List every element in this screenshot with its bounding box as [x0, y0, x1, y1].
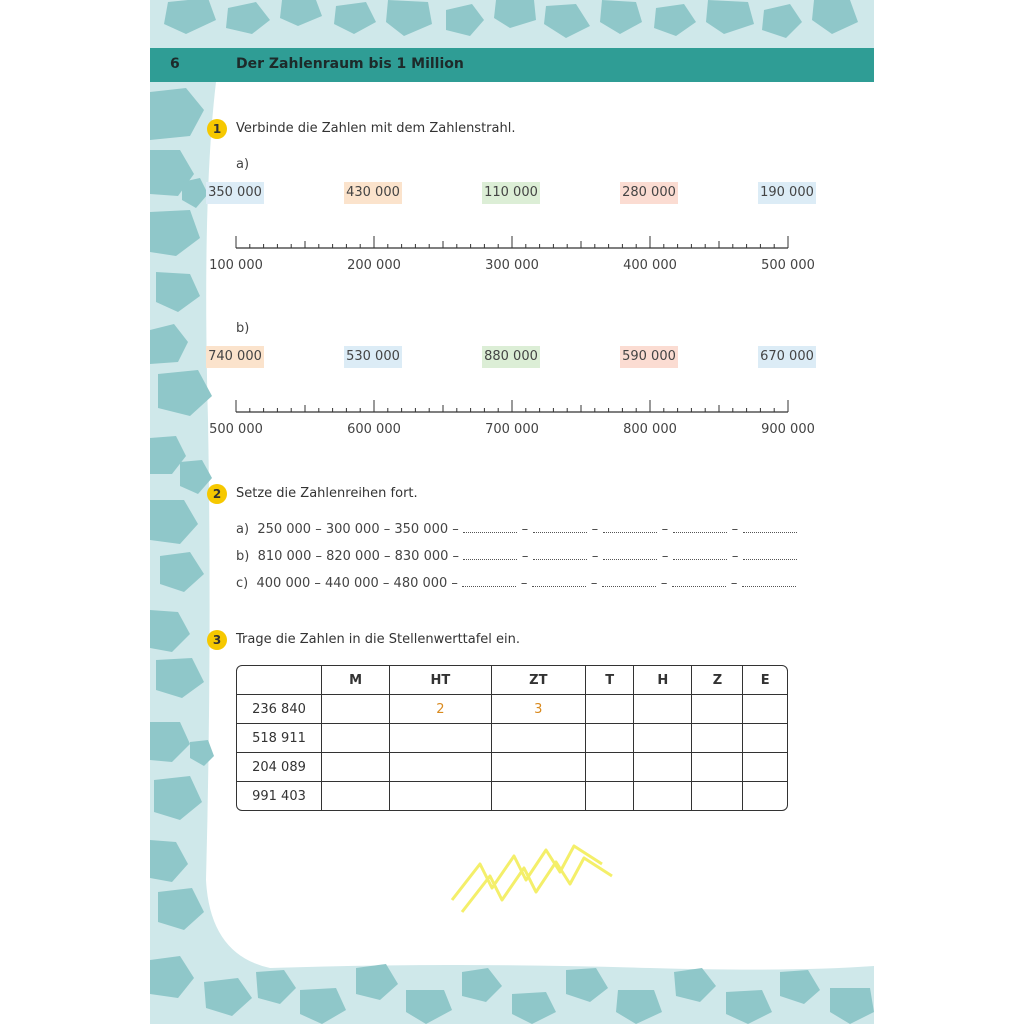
table-cell[interactable] — [390, 753, 491, 782]
table-cell[interactable] — [586, 782, 634, 810]
answer-blank[interactable] — [533, 549, 587, 560]
table-cell[interactable] — [390, 782, 491, 810]
table-cell[interactable] — [586, 724, 634, 753]
axis-label: 300 000 — [485, 258, 539, 273]
answer-blank[interactable] — [463, 522, 517, 533]
answer-blank[interactable] — [462, 576, 516, 587]
table-cell[interactable] — [492, 782, 586, 810]
axis-label: 200 000 — [347, 258, 401, 273]
table-row — [237, 724, 787, 753]
table-cell[interactable] — [634, 753, 692, 782]
table-cell[interactable] — [492, 753, 586, 782]
task-1b-label: b) — [236, 321, 250, 336]
table-corner-cell — [237, 666, 322, 695]
sequence-label: c) — [236, 576, 249, 591]
sequence-label: a) — [236, 522, 250, 537]
number-line-a — [230, 232, 796, 252]
task-3-instruction: Trage die Zahlen in die Stellenwerttafel ein. — [236, 632, 521, 647]
task-2-instruction: Setze die Zahlenreihen fort. — [236, 486, 418, 501]
sequence-label: b) — [236, 549, 250, 564]
number-chip[interactable]: 590 000 — [620, 346, 678, 368]
column-header: E — [743, 666, 787, 695]
number-chip[interactable]: 110 000 — [482, 182, 540, 204]
sequence-row-c: c) 400 000 – 440 000 – 480 000 – – – – – — [236, 576, 796, 591]
axis-label: 500 000 — [209, 422, 263, 437]
table-cell[interactable] — [743, 695, 787, 724]
sequence-row-b: b) 810 000 – 820 000 – 830 000 – – – – – — [236, 549, 797, 564]
table-row — [237, 753, 787, 782]
answer-blank[interactable] — [742, 576, 796, 587]
column-header: Z — [692, 666, 743, 695]
answer-blank[interactable] — [673, 549, 727, 560]
table-cell[interactable] — [743, 724, 787, 753]
row-number: 518 911 — [237, 724, 322, 753]
table-cell[interactable] — [322, 753, 390, 782]
task-3-badge: 3 — [207, 630, 227, 650]
row-number: 991 403 — [237, 782, 322, 810]
answer-blank[interactable] — [463, 549, 517, 560]
column-header: T — [586, 666, 634, 695]
number-chip[interactable]: 350 000 — [206, 182, 264, 204]
worksheet-page — [150, 0, 874, 1024]
table-cell[interactable]: 3 — [492, 695, 586, 724]
page-number: 6 — [170, 56, 180, 72]
axis-label: 600 000 — [347, 422, 401, 437]
column-header: HT — [390, 666, 491, 695]
sequence-start: 400 000 – 440 000 – 480 000 – — [256, 576, 458, 591]
page-header — [150, 48, 874, 82]
table-cell[interactable] — [390, 724, 491, 753]
table-cell[interactable] — [586, 695, 634, 724]
number-chip[interactable]: 880 000 — [482, 346, 540, 368]
task-1a-label: a) — [236, 157, 250, 172]
answer-blank[interactable] — [673, 522, 727, 533]
sequence-start: 250 000 – 300 000 – 350 000 – — [257, 522, 459, 537]
axis-label: 400 000 — [623, 258, 677, 273]
row-number: 204 089 — [237, 753, 322, 782]
table-cell[interactable] — [322, 695, 390, 724]
table-cell[interactable]: 2 — [390, 695, 491, 724]
row-number: 236 840 — [237, 695, 322, 724]
answer-blank[interactable] — [602, 576, 656, 587]
column-header: M — [322, 666, 390, 695]
axis-label: 700 000 — [485, 422, 539, 437]
table-cell[interactable] — [692, 724, 743, 753]
answer-blank[interactable] — [603, 522, 657, 533]
table-header-row — [237, 666, 787, 695]
table-row — [237, 695, 787, 724]
answer-blank[interactable] — [603, 549, 657, 560]
sequence-start: 810 000 – 820 000 – 830 000 – — [257, 549, 460, 564]
number-chip[interactable]: 740 000 — [206, 346, 264, 368]
table-cell[interactable] — [492, 724, 586, 753]
table-cell[interactable] — [322, 724, 390, 753]
table-row — [237, 782, 787, 810]
table-cell[interactable] — [322, 782, 390, 810]
table-cell[interactable] — [692, 782, 743, 810]
column-header: H — [634, 666, 692, 695]
answer-blank[interactable] — [672, 576, 726, 587]
axis-label: 900 000 — [761, 422, 815, 437]
number-chip[interactable]: 670 000 — [758, 346, 816, 368]
table-cell[interactable] — [692, 753, 743, 782]
table-cell[interactable] — [634, 724, 692, 753]
answer-blank[interactable] — [743, 549, 797, 560]
answer-blank[interactable] — [533, 522, 587, 533]
table-cell[interactable] — [692, 695, 743, 724]
axis-label: 800 000 — [623, 422, 677, 437]
table-cell[interactable] — [634, 782, 692, 810]
sequence-row-a: a) 250 000 – 300 000 – 350 000 – – – – – — [236, 522, 797, 537]
page-title: Der Zahlenraum bis 1 Million — [236, 56, 464, 72]
answer-blank[interactable] — [743, 522, 797, 533]
number-chip[interactable]: 430 000 — [344, 182, 402, 204]
column-header: ZT — [492, 666, 586, 695]
task-1-badge: 1 — [207, 119, 227, 139]
number-chip[interactable]: 530 000 — [344, 346, 402, 368]
axis-label: 100 000 — [209, 258, 263, 273]
stone-border-decoration — [150, 0, 874, 1024]
task-2-badge: 2 — [207, 484, 227, 504]
number-chip[interactable]: 280 000 — [620, 182, 678, 204]
place-value-table — [236, 665, 788, 811]
table-cell[interactable] — [634, 695, 692, 724]
task-1-instruction: Verbinde die Zahlen mit dem Zahlenstrahl. — [236, 121, 516, 136]
number-chip[interactable]: 190 000 — [758, 182, 816, 204]
table-cell[interactable] — [743, 782, 787, 810]
table-cell[interactable] — [586, 753, 634, 782]
number-line-b — [230, 396, 796, 416]
answer-blank[interactable] — [532, 576, 586, 587]
axis-label: 500 000 — [761, 258, 815, 273]
table-cell[interactable] — [743, 753, 787, 782]
